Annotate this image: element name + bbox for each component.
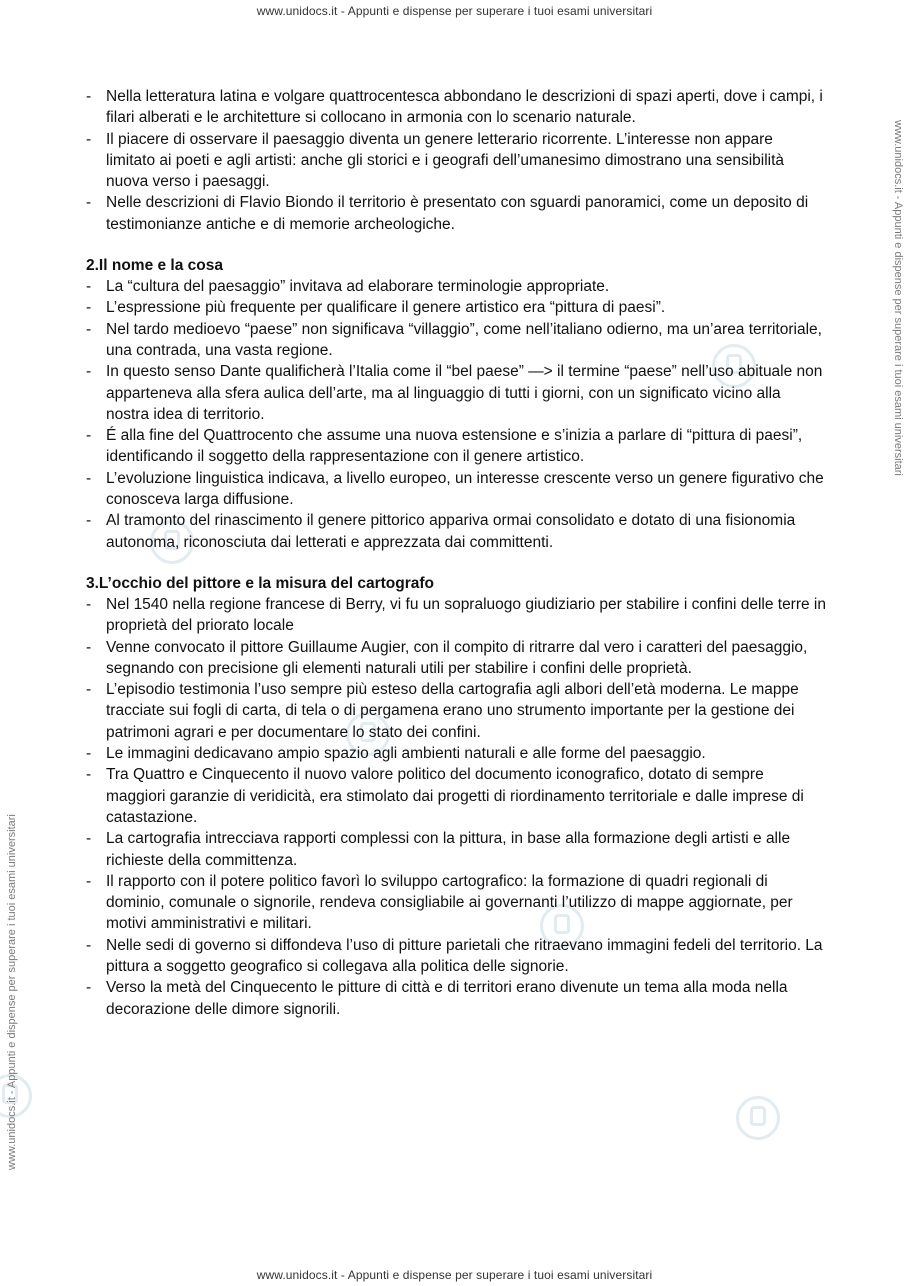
footer-watermark: www.unidocs.it - Appunti e dispense per superare i tuoi esami universitari (256, 1268, 653, 1282)
list-item: - La “cultura del paesaggio” invitava ad elaborare terminologie appropriate. (86, 276, 826, 297)
section-title: 3.L’occhio del pittore e la misura del cartografo (86, 574, 434, 592)
list-item: - L’espressione più frequente per qualificare il genere artistico era “pittura di paesi”. (86, 297, 826, 318)
list-item: - L’episodio testimonia l’uso sempre più esteso della cartografia agli albori dell’età moderna. Le mappe tracciate sui fogli di carta, di tela o di pergamena erano uno strumento importante per la gestione dei patrimoni agrari e per documentare lo stato dei confini. (86, 679, 826, 743)
list-item: - Venne convocato il pittore Guillaume Augier, con il compito di ritrarre dal vero i caratteri del paesaggio, segnando con precisione gli elementi naturali utili per stabilire i confini delle proprietà. (86, 637, 826, 680)
list-item: - Nelle descrizioni di Flavio Biondo il territorio è presentato con sguardi panoramici, come un deposito di testimonianze antiche e di memorie archeologiche. (86, 192, 826, 235)
list-item: - Le immagini dedicavano ampio spazio agli ambienti naturali e alle forme del paesaggio. (86, 743, 826, 764)
list-item: - Nel tardo medioevo “paese” non significava “villaggio”, come nell’italiano odierno, ma un’area territoriale, una contrada, una vasta regione. (86, 319, 826, 362)
document-body (86, 86, 826, 1020)
list-item: - In questo senso Dante qualificherà l’Italia come il “bel paese” —> il termine “paese” nell’uso abituale non apparteneva alla sfera aulica dell’arte, ma al linguaggio di tutti i giorni, con un significato vicino alla nostra idea di territorio. (86, 361, 826, 425)
watermark-logo-icon (736, 1096, 780, 1140)
list-item: - Verso la metà del Cinquecento le pitture di città e di territori erano divenute un tema alla moda nella decorazione delle dimore signorili. (86, 977, 826, 1020)
list-item: - Nelle sedi di governo si diffondeva l’uso di pitture parietali che ritraevano immagini fedeli del territorio. La pittura a soggetto geografico si collegava alla politica delle signorie. (86, 935, 826, 978)
list-item: - Tra Quattro e Cinquecento il nuovo valore politico del documento iconografico, dotato di sempre maggiori garanzie di veridicità, era stimolato dai progetti di riordinamento territoriale e dalle imprese di catastazione. (86, 764, 826, 828)
side-watermark-left: www.unidocs.it - Appunti e dispense per superare i tuoi esami universitari (6, 814, 18, 1170)
section-3-list (86, 594, 826, 1020)
list-item: - Il rapporto con il potere politico favorì lo sviluppo cartografico: la formazione di quadri regionali di dominio, comunale o signorile, rendeva consigliabile ai governanti l’utilizzo di mappe aggiornate, per motivi amministrativi e militari. (86, 871, 826, 935)
list-item: - Nel 1540 nella regione francese di Berry, vi fu un sopraluogo giudiziario per stabilire i confini delle terre in proprietà del priorato locale (86, 594, 826, 637)
list-item: - L’evoluzione linguistica indicava, a livello europeo, un interesse crescente verso un genere figurativo che conosceva larga diffusione. (86, 468, 826, 511)
list-item: - É alla fine del Quattrocento che assume una nuova estensione e s’inizia a parlare di “pittura di paesi”, identificando il soggetto della rappresentazione con il genere artistico. (86, 425, 826, 468)
side-watermark-right: www.unidocs.it - Appunti e dispense per superare i tuoi esami universitari (892, 120, 904, 476)
list-item: - Al tramonto del rinascimento il genere pittorico appariva ormai consolidato e dotato di una fisionomia autonoma, riconosciuta dai letterati e apprezzata dai committenti. (86, 510, 826, 553)
intro-list (86, 86, 826, 235)
list-item: - Il piacere di osservare il paesaggio diventa un genere letterario ricorrente. L’interesse non appare limitato ai poeti e agli artisti: anche gli storici e i geografi dell’umanesimo dimostrano una sensibilità nuova verso i paesaggi. (86, 129, 826, 193)
section-2-list (86, 276, 826, 553)
list-item: - La cartografia intrecciava rapporti complessi con la pittura, in base alla formazione degli artisti e alle richieste della committenza. (86, 828, 826, 871)
header-watermark: www.unidocs.it - Appunti e dispense per superare i tuoi esami universitari (256, 4, 653, 18)
section-title: 2.Il nome e la cosa (86, 257, 223, 275)
list-item: - Nella letteratura latina e volgare quattrocentesca abbondano le descrizioni di spazi aperti, dove i campi, i filari alberati e le architetture si collocano in armonia con lo scenario naturale. (86, 86, 826, 129)
